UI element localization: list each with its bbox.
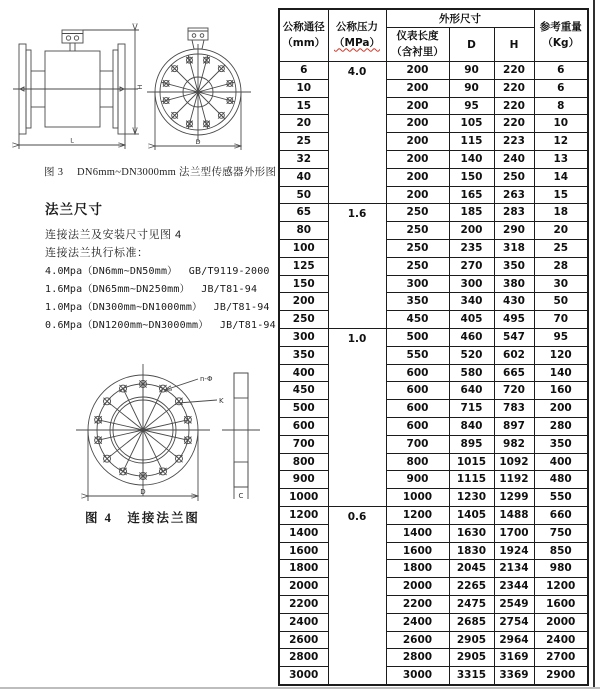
table-row <box>279 79 588 97</box>
table-cell: 10 <box>534 115 588 133</box>
table-cell: 2400 <box>534 631 588 649</box>
dn-cell: 250 <box>279 311 328 329</box>
table-cell: 783 <box>494 400 534 418</box>
table-cell: 405 <box>449 311 494 329</box>
table-cell: 520 <box>449 346 494 364</box>
table-cell: 250 <box>386 222 449 240</box>
table-row <box>279 222 588 240</box>
table-cell: 240 <box>494 150 534 168</box>
dn-cell: 2600 <box>279 631 328 649</box>
flange-section-top <box>234 373 248 398</box>
table-cell: 2700 <box>534 649 588 667</box>
table-row <box>279 560 588 578</box>
table-row <box>279 400 588 418</box>
leader-line <box>178 400 217 403</box>
table-cell: 140 <box>449 150 494 168</box>
table-row <box>279 150 588 168</box>
table-cell: 2000 <box>534 613 588 631</box>
table-row <box>279 204 588 222</box>
table-cell: 900 <box>386 471 449 489</box>
table-row <box>279 435 588 453</box>
table-cell: 6 <box>534 62 588 80</box>
table-cell: 14 <box>534 168 588 186</box>
table-cell: 12 <box>534 133 588 151</box>
table-cell: 430 <box>494 293 534 311</box>
table-cell: 400 <box>534 453 588 471</box>
dn-cell: 200 <box>279 293 328 311</box>
table-row <box>279 239 588 257</box>
table-cell: 495 <box>494 311 534 329</box>
table-cell: 3315 <box>449 667 494 685</box>
table-cell: 2344 <box>494 578 534 596</box>
table-cell: 200 <box>386 150 449 168</box>
page-right-border <box>593 0 595 689</box>
table-cell: 2045 <box>449 560 494 578</box>
table-cell: 95 <box>449 97 494 115</box>
table-cell: 1400 <box>386 524 449 542</box>
table-cell: 270 <box>449 257 494 275</box>
table-cell: 1800 <box>386 560 449 578</box>
table-cell: 165 <box>449 186 494 204</box>
table-cell: 200 <box>386 79 449 97</box>
terminal-hole <box>66 36 70 40</box>
table-cell: 250 <box>386 239 449 257</box>
table-cell: 980 <box>534 560 588 578</box>
junction-box <box>188 28 208 40</box>
table-cell: 1700 <box>494 524 534 542</box>
table-cell: 160 <box>534 382 588 400</box>
header-text: （Kg） <box>542 36 580 49</box>
dn-cell: 50 <box>279 186 328 204</box>
table-cell: 715 <box>449 400 494 418</box>
table-cell: 350 <box>534 435 588 453</box>
radial-spoke <box>143 389 163 430</box>
dn-cell: 700 <box>279 435 328 453</box>
table-cell: 28 <box>534 257 588 275</box>
table-cell: 720 <box>494 382 534 400</box>
dn-cell: 25 <box>279 133 328 151</box>
dn-cell: 2400 <box>279 613 328 631</box>
table-cell: 1488 <box>494 506 534 524</box>
table-cell: 450 <box>386 311 449 329</box>
table-row <box>279 346 588 364</box>
dn-cell: 1400 <box>279 524 328 542</box>
table-cell: 640 <box>449 382 494 400</box>
dim-label-D: D <box>195 138 201 146</box>
table-cell: 220 <box>494 62 534 80</box>
table-row <box>279 506 588 524</box>
dn-cell: 2800 <box>279 649 328 667</box>
table-cell: 350 <box>494 257 534 275</box>
table-row <box>279 595 588 613</box>
dim-label-H: H <box>136 84 144 90</box>
table-cell: 1230 <box>449 489 494 507</box>
dn-cell: 40 <box>279 168 328 186</box>
table-cell: 70 <box>534 311 588 329</box>
table-cell: 300 <box>386 275 449 293</box>
table-cell: 185 <box>449 204 494 222</box>
table-cell: 2964 <box>494 631 534 649</box>
header-text-spellcheck: （MPa） <box>334 36 380 49</box>
table-cell: 18 <box>534 204 588 222</box>
table-row <box>279 293 588 311</box>
standard-item: 1.6Mpa（DN65mm~DN250mm） JB/T81-94 <box>45 284 258 295</box>
table-cell: 2134 <box>494 560 534 578</box>
header-text: 仪表长度 <box>396 30 439 43</box>
table-cell: 95 <box>534 328 588 346</box>
table-cell: 2754 <box>494 613 534 631</box>
table-row <box>279 649 588 667</box>
standard-item: 4.0Mpa（DN6mm~DN50mm） GB/T9119-2000 <box>45 266 270 277</box>
bolt-count-label: n-Φ <box>200 375 213 383</box>
table-cell: 550 <box>534 489 588 507</box>
table-cell: 547 <box>494 328 534 346</box>
table-cell: 1299 <box>494 489 534 507</box>
table-cell: 20 <box>534 222 588 240</box>
table-cell: 340 <box>449 293 494 311</box>
dn-cell: 80 <box>279 222 328 240</box>
table-cell: 1200 <box>534 578 588 596</box>
col-header-dims: 外形尺寸 <box>386 9 534 28</box>
table-cell: 1092 <box>494 453 534 471</box>
dn-cell: 1000 <box>279 489 328 507</box>
dn-cell: 1800 <box>279 560 328 578</box>
table-cell: 120 <box>534 346 588 364</box>
table-cell: 15 <box>534 186 588 204</box>
table-cell: 1015 <box>449 453 494 471</box>
figure4-flange-drawing <box>52 363 267 505</box>
dim-label-L: L <box>70 136 74 145</box>
table-cell: 115 <box>449 133 494 151</box>
table-cell: 600 <box>386 400 449 418</box>
flange-install-line: 连接法兰及安装尺寸见图 4 <box>45 229 182 241</box>
table-cell: 200 <box>386 186 449 204</box>
table-cell: 1192 <box>494 471 534 489</box>
table-row <box>279 489 588 507</box>
table-cell: 1405 <box>449 506 494 524</box>
table-row <box>279 382 588 400</box>
bolt-circle-label: K <box>219 397 224 405</box>
table-row <box>279 62 588 80</box>
table-cell: 280 <box>534 417 588 435</box>
flange-section-bottom <box>234 462 248 487</box>
table-row <box>279 257 588 275</box>
pressure-cell: 4.0 <box>328 62 386 204</box>
table-cell: 380 <box>494 275 534 293</box>
table-cell: 2685 <box>449 613 494 631</box>
table-cell: 750 <box>534 524 588 542</box>
dn-cell: 900 <box>279 471 328 489</box>
dn-cell: 600 <box>279 417 328 435</box>
junction-box <box>62 30 83 43</box>
table-row <box>279 453 588 471</box>
table-cell: 223 <box>494 133 534 151</box>
table-cell: 700 <box>386 435 449 453</box>
table-cell: 250 <box>494 168 534 186</box>
table-cell: 1600 <box>534 595 588 613</box>
table-cell: 250 <box>386 204 449 222</box>
table-cell: 200 <box>386 97 449 115</box>
dn-cell: 32 <box>279 150 328 168</box>
table-cell: 580 <box>449 364 494 382</box>
dim-label-D: D <box>140 488 146 496</box>
table-cell: 2549 <box>494 595 534 613</box>
table-row <box>279 667 588 685</box>
table-cell: 2265 <box>449 578 494 596</box>
table-cell: 200 <box>386 62 449 80</box>
table-row <box>279 133 588 151</box>
header-text: （mm） <box>282 36 326 49</box>
figure3-side-view-drawing <box>12 27 144 153</box>
table-cell: 500 <box>386 328 449 346</box>
col-header-length <box>386 28 449 62</box>
table-cell: 480 <box>534 471 588 489</box>
leader-line <box>165 379 198 390</box>
table-cell: 1115 <box>449 471 494 489</box>
table-cell: 150 <box>449 168 494 186</box>
table-cell: 3369 <box>494 667 534 685</box>
figure4-caption: 图 4 连接法兰图 <box>85 511 200 525</box>
dn-cell: 15 <box>279 97 328 115</box>
standard-item: 0.6Mpa（DN1200mm~DN3000mm） JB/T81-94 <box>45 320 276 331</box>
table-cell: 250 <box>386 257 449 275</box>
radial-spoke <box>143 430 163 471</box>
table-cell: 1600 <box>386 542 449 560</box>
flange-standard-line: 连接法兰执行标准： <box>45 247 149 259</box>
table-cell: 800 <box>386 453 449 471</box>
col-header-h: H <box>494 28 534 62</box>
col-header-dn <box>279 9 328 62</box>
col-header-weight <box>534 9 588 62</box>
table-cell: 283 <box>494 204 534 222</box>
table-cell: 1630 <box>449 524 494 542</box>
dimension-table <box>278 8 589 686</box>
table-row <box>279 275 588 293</box>
table-cell: 550 <box>386 346 449 364</box>
table-cell: 3169 <box>494 649 534 667</box>
table-row <box>279 631 588 649</box>
table-cell: 982 <box>494 435 534 453</box>
col-header-d: D <box>449 28 494 62</box>
col-header-pressure <box>328 9 386 62</box>
table-cell: 105 <box>449 115 494 133</box>
dn-cell: 65 <box>279 204 328 222</box>
dn-cell: 150 <box>279 275 328 293</box>
dn-cell: 3000 <box>279 667 328 685</box>
table-cell: 1830 <box>449 542 494 560</box>
pressure-cell: 1.6 <box>328 204 386 329</box>
table-cell: 90 <box>449 62 494 80</box>
table-row <box>279 542 588 560</box>
table-cell: 300 <box>449 275 494 293</box>
table-cell: 25 <box>534 239 588 257</box>
table-cell: 2200 <box>386 595 449 613</box>
table-cell: 290 <box>494 222 534 240</box>
table-cell: 2000 <box>386 578 449 596</box>
dn-cell: 500 <box>279 400 328 418</box>
table-cell: 220 <box>494 79 534 97</box>
radial-spoke <box>123 389 143 430</box>
table-cell: 897 <box>494 417 534 435</box>
dn-cell: 450 <box>279 382 328 400</box>
pressure-cell: 1.0 <box>328 328 386 506</box>
terminal-hole <box>200 34 204 38</box>
table-cell: 263 <box>494 186 534 204</box>
dn-cell: 10 <box>279 79 328 97</box>
table-cell: 220 <box>494 115 534 133</box>
table-cell: 8 <box>534 97 588 115</box>
flange-section-title: 法兰尺寸 <box>45 202 103 217</box>
dn-cell: 300 <box>279 328 328 346</box>
table-cell: 2475 <box>449 595 494 613</box>
table-cell: 3000 <box>386 667 449 685</box>
table-cell: 840 <box>449 417 494 435</box>
table-cell: 318 <box>494 239 534 257</box>
table-cell: 1200 <box>386 506 449 524</box>
table-cell: 2400 <box>386 613 449 631</box>
table-cell: 140 <box>534 364 588 382</box>
dn-cell: 2000 <box>279 578 328 596</box>
table-row <box>279 328 588 346</box>
table-cell: 1924 <box>494 542 534 560</box>
table-row <box>279 311 588 329</box>
table-cell: 200 <box>534 400 588 418</box>
table-cell: 90 <box>449 79 494 97</box>
dn-cell: 125 <box>279 257 328 275</box>
table-cell: 2900 <box>534 667 588 685</box>
table-cell: 6 <box>534 79 588 97</box>
table-row <box>279 417 588 435</box>
dn-cell: 20 <box>279 115 328 133</box>
terminal-hole <box>74 36 78 40</box>
dn-cell: 100 <box>279 239 328 257</box>
table-row <box>279 613 588 631</box>
standard-item: 1.0Mpa（DN300mm~DN1000mm） JB/T81-94 <box>45 302 270 313</box>
thickness-label-C: C <box>238 492 244 500</box>
table-cell: 235 <box>449 239 494 257</box>
table-row <box>279 471 588 489</box>
dn-cell: 1200 <box>279 506 328 524</box>
table-body <box>279 62 588 685</box>
dn-cell: 2200 <box>279 595 328 613</box>
table-cell: 13 <box>534 150 588 168</box>
header-text: 参考重量 <box>539 21 582 34</box>
dn-cell: 350 <box>279 346 328 364</box>
table-cell: 600 <box>386 364 449 382</box>
table-cell: 1000 <box>386 489 449 507</box>
dn-cell: 400 <box>279 364 328 382</box>
table-cell: 600 <box>386 417 449 435</box>
table-cell: 2905 <box>449 631 494 649</box>
table-cell: 600 <box>386 382 449 400</box>
table-row <box>279 578 588 596</box>
table-cell: 2600 <box>386 631 449 649</box>
table-row <box>279 186 588 204</box>
table-cell: 2800 <box>386 649 449 667</box>
table-row <box>279 524 588 542</box>
table-cell: 2905 <box>449 649 494 667</box>
table-cell: 660 <box>534 506 588 524</box>
table-row <box>279 115 588 133</box>
table-row <box>279 97 588 115</box>
table-cell: 200 <box>386 133 449 151</box>
table-cell: 850 <box>534 542 588 560</box>
table-cell: 30 <box>534 275 588 293</box>
table-cell: 460 <box>449 328 494 346</box>
table-row <box>279 168 588 186</box>
table-cell: 200 <box>386 115 449 133</box>
header-text: 公称压力 <box>336 21 378 34</box>
dn-cell: 1600 <box>279 542 328 560</box>
table-cell: 200 <box>386 168 449 186</box>
table-cell: 665 <box>494 364 534 382</box>
dn-cell: 800 <box>279 453 328 471</box>
table-cell: 350 <box>386 293 449 311</box>
pressure-cell: 0.6 <box>328 506 386 684</box>
figure3-caption: 图 3 DN6mm~DN3000mm 法兰型传感器外形图 <box>44 167 277 178</box>
table-cell: 602 <box>494 346 534 364</box>
table-cell: 200 <box>449 222 494 240</box>
table-cell: 50 <box>534 293 588 311</box>
dn-cell: 6 <box>279 62 328 80</box>
figure3-front-view-drawing <box>146 28 252 154</box>
terminal-hole <box>192 34 196 38</box>
header-text: 公称通径 <box>282 21 325 34</box>
table-cell: 895 <box>449 435 494 453</box>
table-row <box>279 364 588 382</box>
table-cell: 220 <box>494 97 534 115</box>
header-text: （含衬里） <box>391 45 444 58</box>
radial-spoke <box>123 430 143 471</box>
